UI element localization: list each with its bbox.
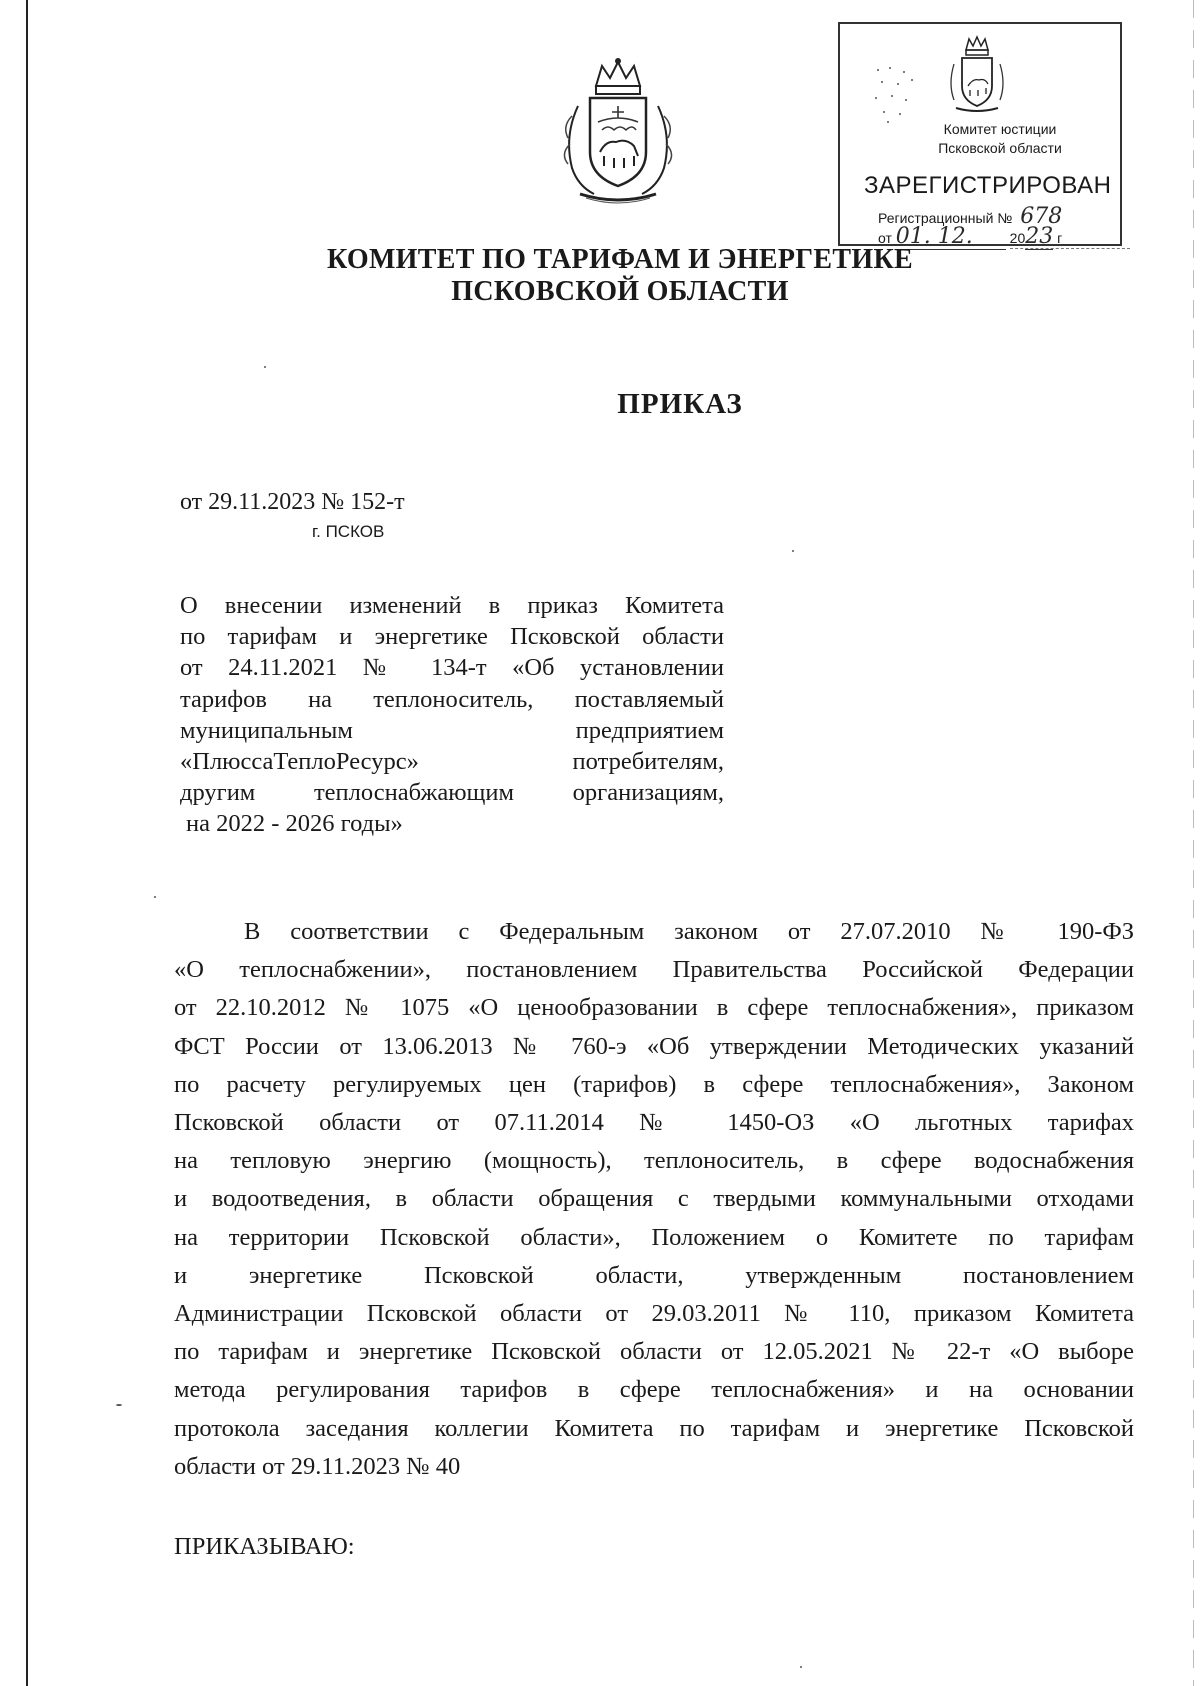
body-line: от 22.10.2012 № 1075 «О ценообразовании в сфере теплоснабжения», приказом: [174, 994, 1134, 1022]
body-line: и энергетике Псковской области, утвержденным постановлением: [174, 1261, 1134, 1289]
scan-speck: [792, 550, 794, 552]
stamp-reg-label: Регистрационный №: [878, 210, 1013, 226]
document-subject: [180, 590, 724, 840]
scan-speck: [800, 1666, 802, 1668]
subject-line: тарифов на теплоноситель, поставляемый: [180, 685, 724, 713]
body-line: по расчету регулируемых цен (тарифов) в сфере теплоснабжения», Законом: [174, 1070, 1134, 1098]
stamp-org-line1: Комитет юстиции: [943, 121, 1057, 137]
scan-edge-left: [26, 0, 28, 1686]
body-line: протокола заседания коллегии Комитета по тарифам и энергетике Псковской: [174, 1414, 1134, 1442]
body-line: метода регулирования тарифов в сфере теплоснабжения» и на основании: [174, 1376, 1134, 1404]
organization-title: [300, 244, 940, 308]
organization-title-line2: ПСКОВСКОЙ ОБЛАСТИ: [451, 276, 789, 307]
pskov-coat-of-arms-icon: [558, 56, 678, 206]
subject-line: «ПлюссаТеплоРесурс» потребителям,: [180, 748, 724, 776]
subject-line: от 24.11.2021 № 134-т «Об установлении: [180, 654, 724, 682]
scan-edge-right: [1193, 0, 1194, 1686]
scan-speck: [116, 1404, 122, 1406]
registration-stamp: [838, 22, 1122, 249]
body-line: по тарифам и энергетике Псковской области от 12.05.2021 № 22-т «О выборе: [174, 1338, 1134, 1366]
body-line: ФСТ России от 13.06.2013 № 760-э «Об утверждении Методических указаний: [174, 1032, 1134, 1060]
stamp-org-line2: Псковской области: [938, 140, 1062, 156]
stamp-reg-number: 678: [1020, 204, 1063, 229]
body-line: В соответствии с Федеральным законом от 27.07.2010 № 190-ФЗ: [244, 918, 1134, 945]
subject-line: О внесении изменений в приказ Комитета: [180, 592, 724, 619]
document-city: г. ПСКОВ: [312, 522, 385, 541]
scan-speck: [154, 896, 156, 898]
document-body: [174, 913, 1134, 1486]
stamp-organization: [900, 120, 1100, 158]
subject-line: на 2022 - 2026 годы»: [186, 810, 403, 838]
document-type: ПРИКАЗ: [617, 388, 743, 420]
subject-line: другим теплоснабжающим организациям,: [180, 779, 724, 807]
body-line: области от 29.11.2023 № 40: [174, 1452, 461, 1480]
stamp-date-suffix: г: [1057, 230, 1063, 246]
body-line: на тепловую энергию (мощность), теплоноситель, в сфере водоснабжения: [174, 1147, 1134, 1175]
subject-line: по тарифам и энергетике Псковской области: [180, 623, 724, 651]
scan-speck: [264, 366, 266, 368]
document-number-date: от 29.11.2023 № 152-т: [180, 489, 405, 515]
body-line: и водоотведения, в области обращения с твердыми коммунальными отходами: [174, 1185, 1134, 1213]
body-line: Псковской области от 07.11.2014 № 1450-ОЗ «О льготных тарифах: [174, 1109, 1134, 1137]
stamp-status: ЗАРЕГИСТРИРОВАН: [864, 172, 1112, 199]
order-directive: ПРИКАЗЫВАЮ:: [174, 1533, 355, 1560]
stamp-date-prefix: от: [878, 230, 892, 246]
body-line: на территории Псковской области», Положением о Комитете по тарифам: [174, 1223, 1134, 1251]
subject-line: муниципальным предприятием: [180, 716, 724, 744]
stamp-coat-of-arms-icon: [946, 34, 1008, 114]
stamp-date-handwritten: 01. 12.: [896, 224, 1006, 250]
stamp-date-year-prefix: 20: [1009, 230, 1026, 246]
stamp-date-year: 23: [1025, 224, 1054, 249]
body-line: Администрации Псковской области от 29.03.2011 № 110, приказом Комитета: [174, 1300, 1134, 1328]
body-line: «О теплоснабжении», постановлением Правительства Российской Федерации: [174, 956, 1134, 984]
stamp-dashed-line: [1010, 248, 1130, 250]
organization-title-line1: КОМИТЕТ ПО ТАРИФАМ И ЭНЕРГЕТИКЕ: [326, 244, 914, 275]
